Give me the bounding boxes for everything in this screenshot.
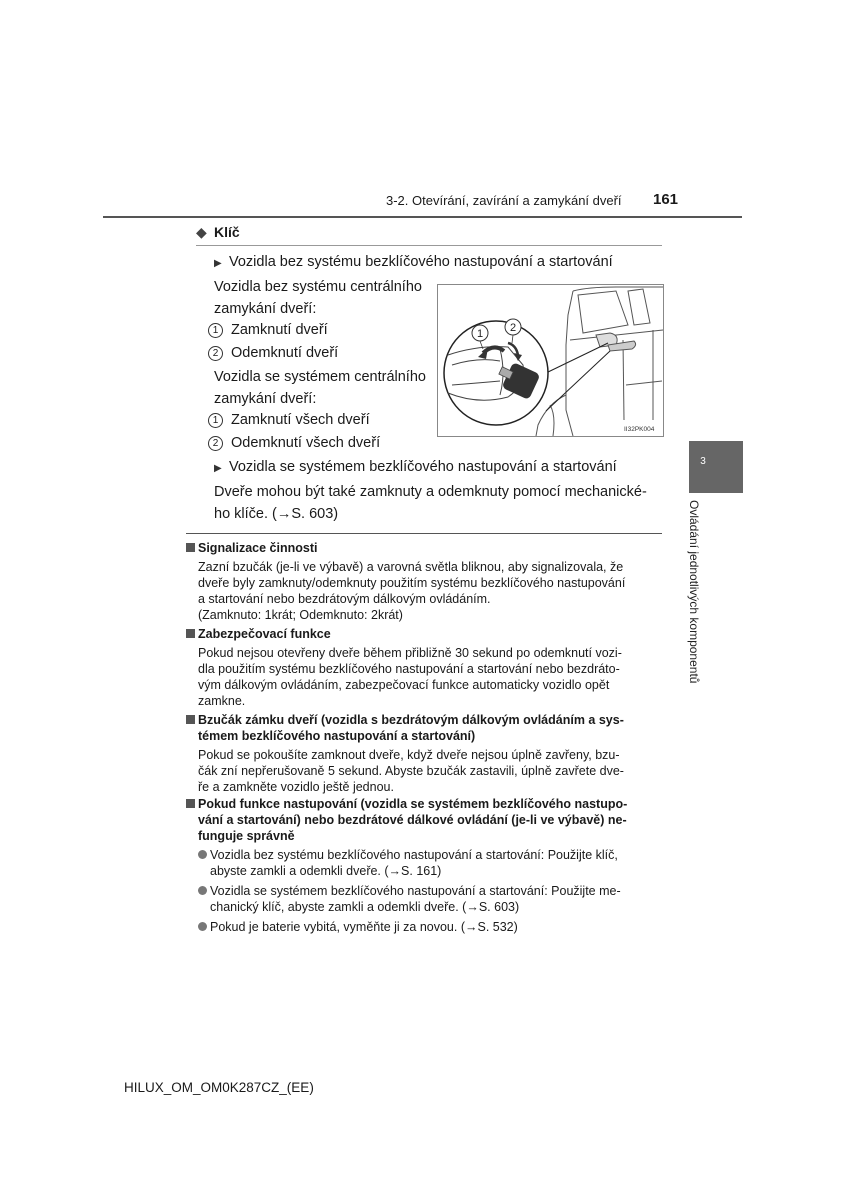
subheading-smart-entry — [214, 456, 617, 480]
notes-rule — [186, 533, 662, 534]
note-title — [186, 712, 664, 728]
intro-line: Vozidla se systémem centrálního — [214, 369, 426, 385]
running-header-section: 3-2. Otevírání, zavírání a zamykání dveří — [386, 193, 622, 208]
subheading-text: Vozidla bez systému bezklíčového nastupování a startování — [229, 254, 613, 270]
page-number: 161 — [653, 191, 679, 208]
square-bullet-icon — [186, 799, 195, 808]
square-bullet-icon — [186, 629, 195, 638]
list-item-text: Zamknutí dveří — [231, 322, 328, 338]
chapter-tab — [689, 441, 743, 493]
note-line: Zazní bzučák (je-li ve výbavě) a varovná světla bliknou, aby signalizovala, že — [198, 560, 624, 574]
chapter-number: 3 — [700, 456, 706, 467]
subheading-no-smart-entry — [214, 251, 613, 275]
bullet-line: abyste zamkli a odemkli dveře. (→S. 161) — [210, 864, 442, 878]
step-number-icon: 2 — [208, 346, 223, 361]
note-title — [186, 796, 664, 812]
subheading-text: Vozidla se systémem bezklíčového nastupování a startování — [229, 459, 617, 475]
callout-1: 1 — [476, 328, 484, 340]
note-title-text: vání a startování) nebo bezdrátové dálkové ovládání (je-li ve výbavě) ne- — [198, 813, 627, 827]
round-bullet-icon — [198, 922, 207, 931]
list-item-text: Odemknutí všech dveří — [231, 435, 381, 451]
note-title-text: témem bezklíčového nastupování a startování) — [198, 729, 476, 743]
step-number-icon: 1 — [208, 413, 223, 428]
note-title-text: Bzučák zámku dveří (vozidla s bezdrátovým dálkovým ovládáním a sys- — [198, 713, 624, 727]
list-item — [208, 432, 380, 454]
note-line: čák zní nepřerušovaně 5 sekund. Abyste bzučák zastavili, úplně zavřete dve- — [198, 764, 624, 778]
note-line: Pokud se pokoušíte zamknout dveře, když dveře nejsou úplně zavřeny, bzu- — [198, 748, 620, 762]
step-number-icon: 1 — [208, 323, 223, 338]
step-number-icon: 2 — [208, 436, 223, 451]
intro-line: Vozidla bez systému centrálního — [214, 279, 422, 295]
triangle-bullet-icon: ▶ — [214, 463, 222, 474]
bullet-item — [198, 883, 664, 899]
note-line: a startování nebo bezdrátovým dálkovým ovládáním. — [198, 592, 491, 606]
bullet-item — [198, 919, 664, 935]
note-line: (Zamknuto: 1krát; Odemknuto: 2krát) — [198, 608, 403, 622]
triangle-bullet-icon: ▶ — [214, 258, 222, 269]
note-line: ře a zamkněte vozidlo ještě jednou. — [198, 780, 394, 794]
note-line: vým dálkovým ovládáním, zabezpečovací funkce automaticky vozidlo opět — [198, 678, 610, 692]
list-item-text: Odemknutí dveří — [231, 345, 339, 361]
key-door-lock-illustration — [437, 284, 664, 437]
bullet-line: Vozidla se systémem bezklíčového nastupování a startování: Použijte me- — [210, 884, 621, 898]
paragraph-line: ho klíče. (→S. 603) — [214, 506, 339, 522]
bullet-line: Vozidla bez systému bezklíčového nastupování a startování: Použijte klíč, — [210, 848, 618, 862]
bullet-line: Pokud je baterie vybitá, vyměňte ji za novou. (→S. 532) — [210, 920, 518, 934]
note-title-text: Zabezpečovací funkce — [198, 627, 331, 641]
bullet-list — [186, 847, 664, 935]
bullet-item — [198, 847, 664, 863]
chapter-label: Ovládání jednotlivých komponentů — [687, 500, 701, 684]
list-item — [208, 409, 370, 431]
section-rule — [196, 245, 662, 246]
header-rule — [103, 216, 742, 218]
note-signalizace — [186, 540, 664, 623]
note-title — [186, 626, 664, 642]
note-porucha — [186, 796, 664, 935]
intro-text — [214, 276, 422, 320]
note-line: Pokud nejsou otevřeny dveře během přibližně 30 sekund po odemknutí vozi- — [198, 646, 622, 660]
note-line: dveře byly zamknuty/odemknuty použitím systému bezklíčového nastupování — [198, 576, 626, 590]
intro-line: zamykání dveří: — [214, 391, 317, 407]
note-zabezpeceni — [186, 626, 664, 709]
paragraph — [214, 481, 647, 525]
intro-line: zamykání dveří: — [214, 301, 317, 317]
paragraph-line: Dveře mohou být také zamknuty a odemknuty pomocí mechanické- — [214, 484, 647, 500]
list-item — [208, 319, 328, 341]
note-title — [186, 540, 664, 556]
square-bullet-icon — [186, 715, 195, 724]
note-line: dla použitím systému bezklíčového nastupování a startování nebo bezdráto- — [198, 662, 620, 676]
note-bzucak — [186, 712, 664, 795]
intro-text — [214, 366, 426, 410]
round-bullet-icon — [198, 886, 207, 895]
diamond-icon: ◆ — [196, 224, 207, 240]
footer-code: HILUX_OM_OM0K287CZ_(EE) — [124, 1080, 314, 1095]
list-item — [208, 342, 338, 364]
square-bullet-icon — [186, 543, 195, 552]
note-title-text: Pokud funkce nastupování (vozidla se systémem bezklíčového nastupo- — [198, 797, 628, 811]
section-title: Klíč — [214, 224, 240, 240]
callout-2: 2 — [509, 322, 517, 334]
note-title-text: funguje správně — [198, 829, 295, 843]
bullet-line: chanický klíč, abyste zamkli a odemkli dveře. (→S. 603) — [210, 900, 520, 914]
round-bullet-icon — [198, 850, 207, 859]
list-item-text: Zamknutí všech dveří — [231, 412, 370, 428]
note-title-text: Signalizace činnosti — [198, 541, 318, 555]
figure-code: II32PK004 — [624, 426, 655, 433]
note-line: zamkne. — [198, 694, 246, 708]
car-door-key-svg — [438, 285, 663, 436]
